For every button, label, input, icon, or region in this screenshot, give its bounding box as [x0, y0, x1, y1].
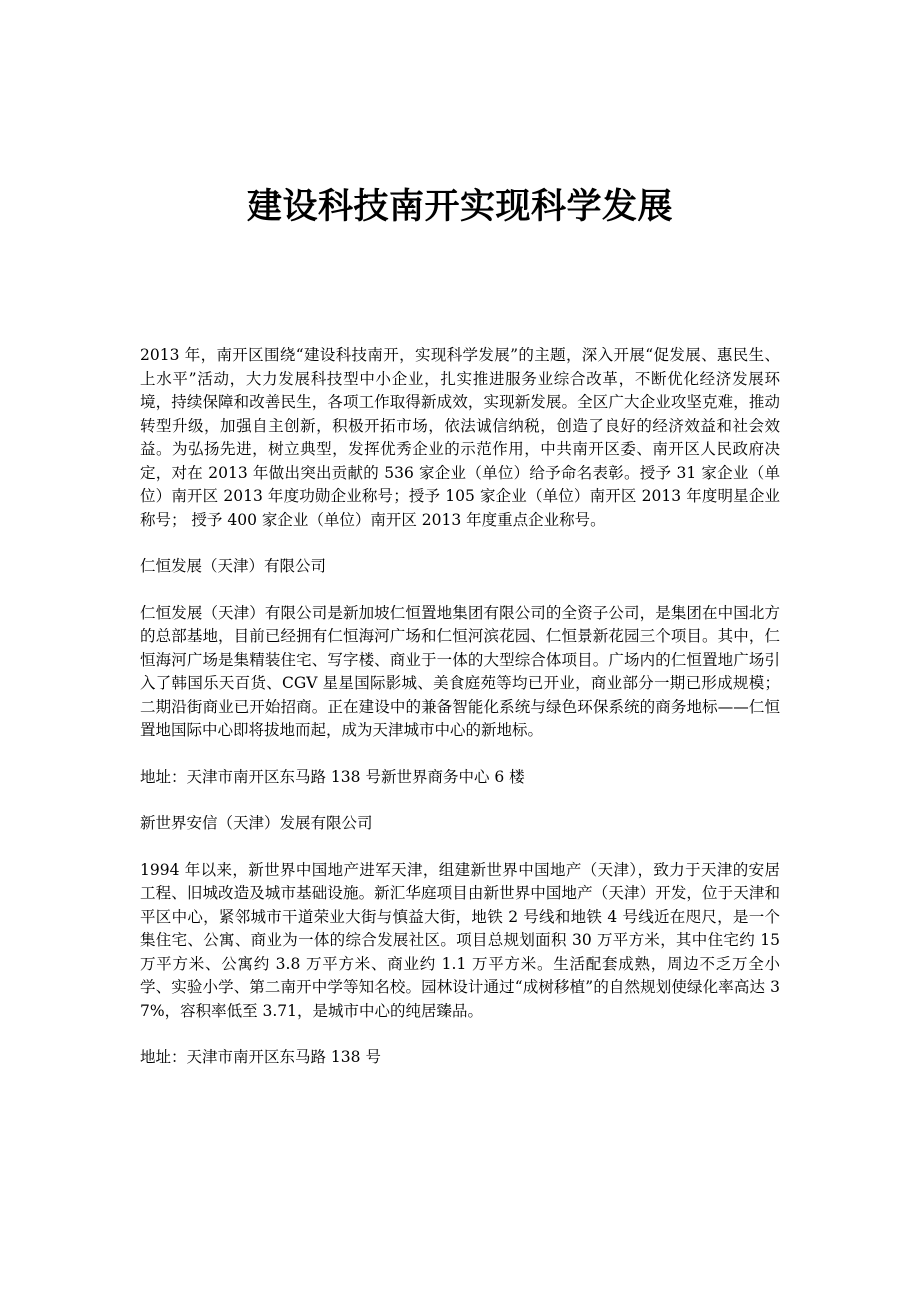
company-description-renheng: 仁恒发展（天津）有限公司是新加坡仁恒置地集团有限公司的全资子公司，是集团在中国北方的总部基地，目前已经拥有仁恒海河广场和仁恒河滨花园、仁恒景新花园三个项目。其中，仁恒海河广场是集精装住宅、写字楼、商业于一体的大型综合体项目。广场内的仁恒置地广场引入了韩国乐天百货、CGV 星星国际影城、美食庭苑等均已开业，商业部分一期已形成规模；二期沿街商业已开始招商。正在建设中的兼备智能化系统与绿色环保系统的商务地标——仁恒置地国际中心即将拔地而起，成为天津城市中心的新地标。	[140, 603, 780, 739]
company-heading-new-world: 新世界安信（天津）发展有限公司	[140, 814, 373, 832]
intro-paragraph: 2013 年，南开区围绕“建设科技南开，实现科学发展”的主题，深入开展“促发展、惠民生、上水平”活动，大力发展科技型中小企业，扎实推进服务业综合改革，不断优化经济发展环境，持续保障和改善民生，各项工作取得新成效，实现新发展。全区广大企业攻坚克难，推动转型升级，加强自主创新，积极开拓市场，依法诚信纳税，创造了良好的经济效益和社会效益。为弘扬先进，树立典型，发挥优秀企业的示范作用，中共南开区委、南开区人民政府决定，对在 2013 年做出突出贡献的 536 家企业（单位）给予命名表彰。授予 31 家企业（单位）南开区 2013 年度功勋企业称号；授予 105 家企业（单位）南开区 2013 年度明星企业称号； 授予 400 家企业（单位）南开区 2013 年度重点企业称号。	[140, 346, 780, 529]
company-description-new-world: 1994 年以来，新世界中国地产进军天津，组建新世界中国地产（天津），致力于天津的安居工程、旧城改造及城市基础设施。新汇华庭项目由新世界中国地产（天津）开发，位于天津和平区中心，紧邻城市干道荣业大街与慎益大街，地铁 2 号线和地铁 4 号线近在咫尺，是一个集住宅、公寓、商业为一体的综合发展社区。项目总规划面积 30 万平方米，其中住宅约 15 万平方米、公寓约 3.8 万平方米、商业约 1.1 万平方米。生活配套成熟，周边不乏万全小学、实验小学、第二南开中学等知名校。园林设计通过“成树移植”的自然规划使绿化率高达 37%，容积率低至 3.71，是城市中心的纯居臻品。	[140, 860, 780, 1020]
address-new-world: 地址：天津市南开区东马路 138 号	[140, 1048, 381, 1066]
address-renheng: 地址：天津市南开区东马路 138 号新世界商务中心 6 楼	[140, 767, 525, 786]
company-heading-renheng: 仁恒发展（天津）有限公司	[140, 557, 327, 575]
document-body	[140, 344, 780, 1093]
document-title: 建设科技南开实现科学发展	[246, 186, 673, 227]
